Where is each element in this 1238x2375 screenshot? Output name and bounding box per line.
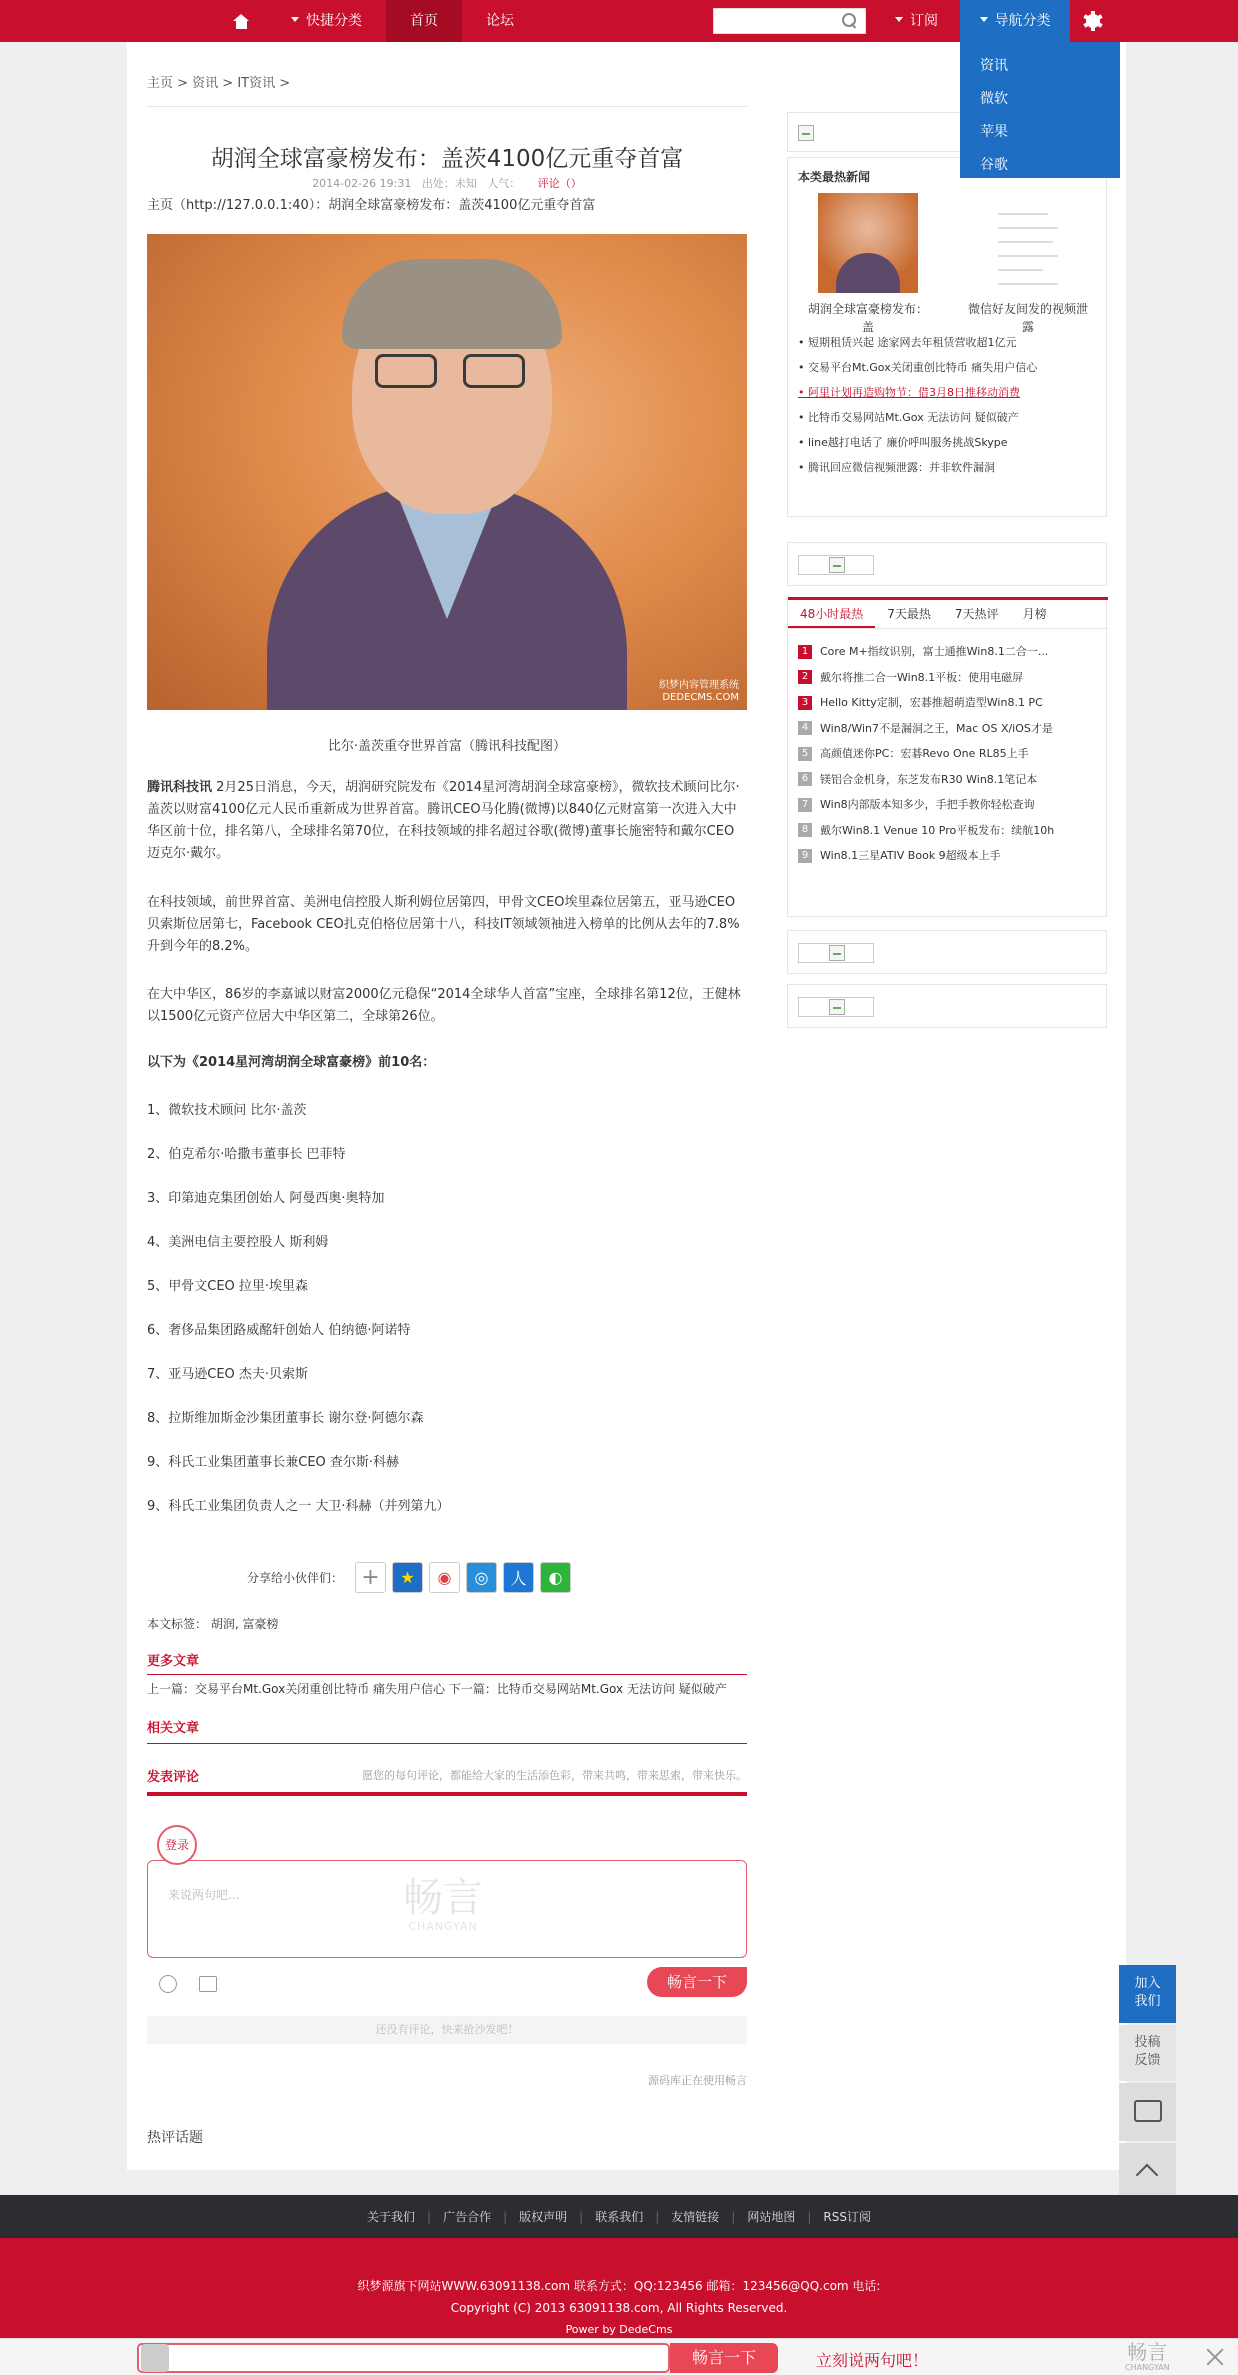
ranking-list [798,639,1098,869]
ranking-item[interactable]: 3 Hello Kitty定制，宏碁推超萌造型Win8.1 PC [798,690,1098,716]
hot-news-box [787,157,1107,517]
nav-home[interactable]: 首页 [386,0,462,42]
hot-news-title: 本类最热新闻 [798,170,871,184]
footer-info [0,2238,1238,2338]
main-nav [215,0,538,42]
article-source: 出处：未知 [421,177,477,190]
article-title: 胡润全球富豪榜发布：盖茨4100亿元重夺首富 [210,146,684,172]
dropdown-item-google[interactable]: 谷歌 [980,157,1008,173]
article-paragraph: 在大中华区，86岁的李嘉诚以财富2000亿元稳保“2014全球华人首富”宝座，全球排名第12位，王健林以1500亿元资产位居大中华区第二，全球第26位。 [147,987,741,1024]
footer-link-rss[interactable]: RSS订阅 [823,2210,871,2224]
list-item: 9、科氏工业集团负责人之一 大卫·科赫（并列第九） [147,1499,450,1514]
article-paragraph: 在科技领域，前世界首富、美洲电信控股人斯利姆位居第四，甲骨文CEO埃里森位居第五，亚马逊CEO贝索斯位居第七，Facebook CEO扎克伯格位居第十八，科技IT领域领袖进入榜单的比例从去年的7.8%升到今年的8.2%。 [147,895,740,954]
home-icon-link[interactable] [215,0,267,42]
ranking-box [787,597,1107,917]
hot-news-thumbnail[interactable] [818,193,918,293]
hot-news-caption[interactable]: 胡润全球富豪榜发布：盖 [808,302,929,334]
footer-contact: 织梦源旗下网站WWW.63091138.com 联系方式：QQ:123456 邮箱：123456@QQ.com 电话: [357,2279,881,2293]
hot-news-item[interactable]: • 腾讯回应微信视频泄露：并非软件漏洞 [798,461,995,474]
changyan-bottom-bar [0,2338,1238,2375]
broken-image-icon [829,557,845,573]
article-tags[interactable]: 本文标签： 胡润, 富豪榜 [147,1617,279,1631]
dropdown-item-apple[interactable]: 苹果 [980,124,1008,140]
prev-next-links[interactable]: 上一篇：交易平台Mt.Gox关闭重创比特币 痛失用户信心 下一篇：比特币交易网站Mt.Gox 无法访问 疑似破产 [147,1682,727,1696]
footer-link-sitemap[interactable]: 网站地图 [747,2210,796,2224]
article-photo [147,234,747,710]
share-qzone-icon[interactable]: ★ [392,1562,423,1593]
divider [147,106,747,107]
ranking-item[interactable]: 7 Win8内部版本知多少，手把手教你轻松查询 [798,792,1098,818]
join-us-button[interactable]: 加入 我们 [1119,1965,1176,2023]
ranking-item[interactable]: 4 Win8/Win7不是漏洞之王，Mac OS X/iOS才是 [798,716,1098,742]
dropdown-item-news[interactable]: 资讯 [980,58,1008,74]
broken-image-icon [798,125,814,141]
list-item: 8、拉斯维加斯金沙集团董事长 谢尔登·阿德尔森 [147,1411,424,1426]
top-navbar [0,0,1238,42]
comment-link[interactable]: 评论（） [537,177,582,190]
article-date: 2014-02-26 19:31 [312,177,412,190]
footer-powered: Power by DedeCms [565,2323,673,2336]
share-bar [247,1562,577,1593]
search-icon[interactable] [842,13,857,28]
photo-watermark: 织梦内容管理系统 DEDECMS.COM [659,680,739,703]
floating-toolbar [1119,1965,1176,2201]
ranking-item[interactable]: 2 戴尔将推二合一Win8.1平板：使用电磁屏 [798,665,1098,691]
footer-link-ads[interactable]: 广告合作 [443,2210,492,2224]
post-comment-title: 发表评论 [147,1770,200,1785]
list-item: 9、科氏工业集团董事长兼CEO 查尔斯·科赫 [147,1455,400,1470]
feedback-button[interactable]: 投稿 反馈 [1119,2025,1176,2081]
list-item: 4、美洲电信主要控股人 斯利姆 [147,1235,329,1250]
home-icon [233,14,250,29]
caret-down-icon [980,17,988,22]
hot-news-item[interactable]: • 阿里计划再造购物节：借3月8日推移动消费 [798,386,1020,399]
share-weibo-icon[interactable]: ◉ [429,1562,460,1593]
quick-comment-prompt: 立刻说两句吧！ [816,2351,929,2370]
search-box [713,8,866,34]
chat-icon[interactable] [1119,2083,1176,2141]
hot-news-item[interactable]: • 短期租赁兴起 途家网去年租赁营收超1亿元 [798,336,1017,349]
nav-category-menu[interactable]: 导航分类 [960,0,1070,42]
changyan-powered[interactable]: 源码库正在使用畅言 [648,2074,747,2087]
footer-link-friends[interactable]: 友情链接 [671,2210,720,2224]
ad-box [787,542,1107,586]
quick-comment-input[interactable] [137,2343,670,2373]
image-upload-icon[interactable] [199,1976,217,1992]
hot-news-list [798,330,1098,480]
avatar [141,2344,169,2372]
footer-link-about[interactable]: 关于我们 [367,2210,416,2224]
share-label: 分享给小伙伴们： [247,1571,344,1585]
close-icon[interactable] [1202,2344,1228,2370]
ad-box [787,930,1107,974]
footer-links: 关于我们 | 广告合作 | 版权声明 | 联系我们 | 友情链接 | 网站地图 | RSS订阅 [0,2195,1238,2238]
quick-category-menu[interactable]: 快捷分类 [267,0,386,42]
ranking-item[interactable]: 8 戴尔Win8.1 Venue 10 Pro平板发布：续航10h [798,818,1098,844]
login-button[interactable]: 登录 [157,1825,197,1865]
more-articles-title: 更多文章 [147,1654,200,1669]
photo-caption: 比尔·盖茨重夺世界首富（腾讯科技配图） [327,739,567,754]
list-item: 5、甲骨文CEO 拉里·埃里森 [147,1279,309,1294]
source-line: 主页（http://127.0.0.1:40）：胡润全球富豪榜发布：盖茨4100亿元重夺首富 [147,198,596,213]
changyan-logo: 畅言 CHANGYAN [1125,2340,1170,2372]
share-tencent-weibo-icon[interactable]: ◎ [466,1562,497,1593]
divider [147,1792,747,1796]
submit-comment-button[interactable]: 畅言一下 [647,1967,747,1997]
hot-news-caption[interactable]: 微信好友间发的视频泄露 [968,302,1089,334]
broken-image-icon [829,999,845,1015]
tab-48h[interactable]: 48小时最热 [788,600,875,628]
comment-input-box[interactable] [147,1860,747,1958]
quick-comment-button[interactable]: 畅言一下 [670,2343,778,2373]
main-container [127,42,1126,2170]
share-more-icon[interactable]: + [355,1562,386,1593]
gear-icon[interactable] [1083,11,1103,31]
article-paragraph: 腾讯科技讯 2月25日消息，今天，胡润研究院发布《2014星河湾胡润全球富豪榜》，微软技术顾问比尔·盖茨以财富4100亿元人民币重新成为世界首富。腾讯CEO马化腾(微博)以840亿元财富第一次进入大中华区前十位，排名第八，全球排名第70位，在科技领域的排名超过谷歌(微博)董事长施密特和戴尔CEO迈克尔·戴尔。 [147,780,740,861]
hot-topics-title: 热评话题 [147,2130,203,2146]
hot-news-thumbnail[interactable] [978,193,1078,293]
article-views: 人气： [487,177,521,190]
divider [147,1674,747,1675]
broken-image-icon [829,945,845,961]
tab-7day-comments[interactable]: 7天热评 [954,607,999,621]
share-renren-icon[interactable]: 人 [503,1562,534,1593]
footer-copyright: Copyright (C) 2013 63091138.com, All Rights Reserved. [450,2301,788,2315]
ranking-item[interactable]: 5 高颜值迷你PC：宏碁Revo One RL85上手 [798,741,1098,767]
caret-down-icon [895,17,903,22]
nav-forum[interactable]: 论坛 [486,13,514,29]
comment-placeholder: 来说两句吧... [168,1888,240,1902]
related-articles-title: 相关文章 [147,1721,200,1736]
footer-link-copyright[interactable]: 版权声明 [519,2210,568,2224]
list-item: 7、亚马逊CEO 杰夫·贝索斯 [147,1367,309,1382]
caret-down-icon [291,17,299,22]
article-meta [147,175,747,191]
list-item: 6、奢侈品集团路威酩轩创始人 伯纳德·阿诺特 [147,1323,411,1338]
list-item: 3、印第迪克集团创始人 阿曼西奥·奥特加 [147,1191,385,1206]
nav-category-dropdown [960,42,1120,178]
ad-box [787,984,1107,1028]
hot-news-item[interactable]: • 交易平台Mt.Gox关闭重创比特币 痛失用户信心 [798,361,1038,374]
search-input[interactable] [714,9,834,33]
back-to-top-icon[interactable] [1119,2143,1176,2201]
hot-news-item[interactable]: • 比特币交易网站Mt.Gox 无法访问 疑似破产 [798,411,1019,424]
article-lead: 腾讯科技讯 [147,780,213,795]
ranking-item[interactable]: 6 镁铝合金机身，东芝发布R30 Win8.1笔记本 [798,767,1098,793]
footer-link-contact[interactable]: 联系我们 [595,2210,644,2224]
dropdown-item-microsoft[interactable]: 微软 [980,91,1008,107]
comment-slogan: 愿您的每句评论，都能给大家的生活添色彩，带来共鸣，带来思索，带来快乐。 [362,1769,747,1782]
ranking-item[interactable]: 9 Win8.1三星ATIV Book 9超级本上手 [798,843,1098,869]
divider [147,1743,747,1744]
share-wechat-icon[interactable]: ◐ [540,1562,571,1593]
subscribe-menu[interactable]: 订阅 [880,0,953,42]
ranking-tabs [788,597,1108,629]
hot-news-item[interactable]: • line越打电话了 廉价呼叫服务挑战Skype [798,436,1008,449]
changyan-logo: 畅言 CHANGYAN [403,1875,483,1933]
list-item: 1、微软技术顾问 比尔·盖茨 [147,1103,307,1118]
tab-7day[interactable]: 7天最热 [887,607,931,621]
tab-monthly[interactable]: 月榜 [1022,607,1047,621]
list-item: 2、伯克希尔·哈撒韦董事长 巴菲特 [147,1147,346,1162]
ranking-item[interactable]: 1 Core M+指纹识别，富士通推Win8.1二合一... [798,639,1098,665]
list-heading: 以下为《2014星河湾胡润全球富豪榜》前10名： [147,1055,436,1070]
no-comment-notice: 还没有评论，快来抢沙发吧！ [147,2016,747,2044]
breadcrumb[interactable]: 主页 > 资讯 > IT资讯 > [147,76,291,91]
emoji-icon[interactable] [159,1975,177,1993]
